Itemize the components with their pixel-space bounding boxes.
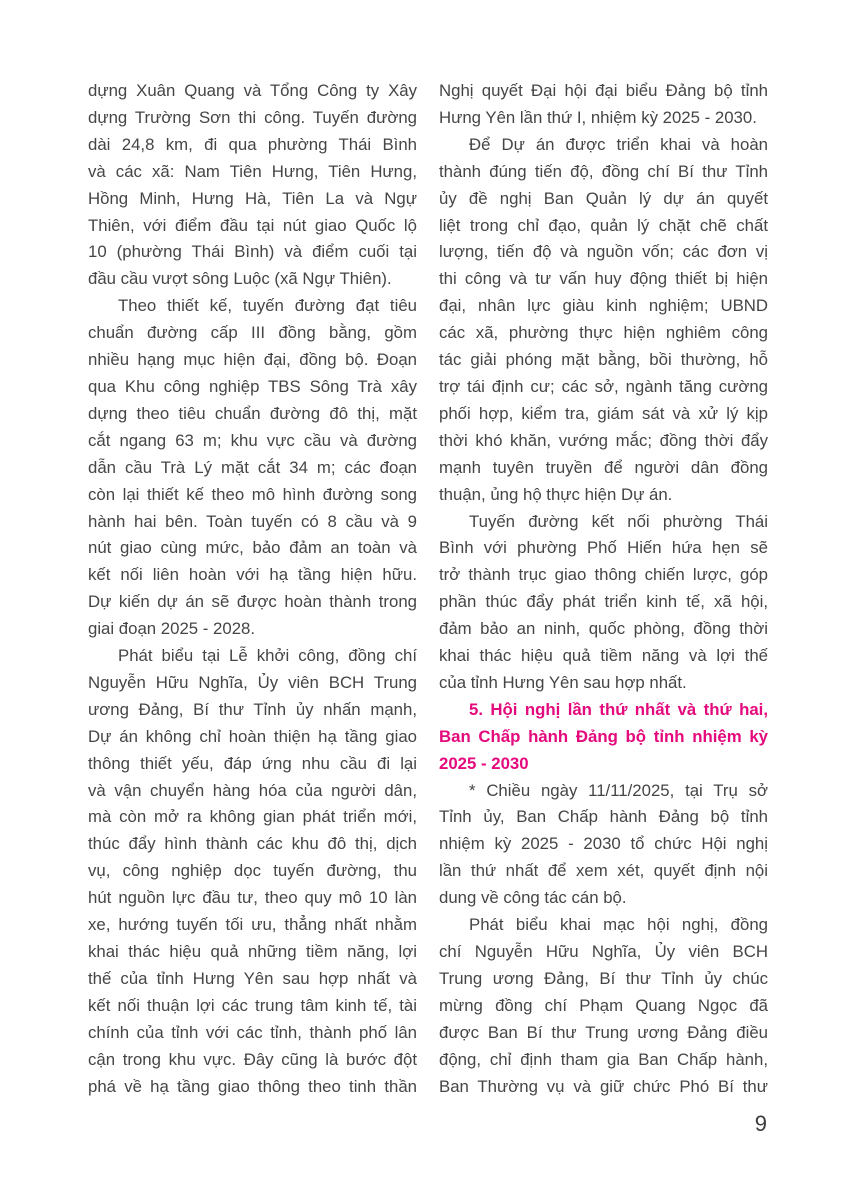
text-line: còn lại thiết kế theo mô hình đường song bbox=[88, 484, 417, 504]
text-line: đầu cầu vượt sông Luộc (xã Ngự Thiên). bbox=[88, 269, 392, 289]
text-line: Bình với phường Phố Hiến hứa hẹn sẽ bbox=[439, 538, 768, 558]
right-column bbox=[439, 78, 768, 1100]
text-line: Hồng Minh, Hưng Hà, Tiên La và Ngự bbox=[88, 188, 417, 208]
text-line: đảm bảo an ninh, quốc phòng, đồng thời bbox=[439, 619, 768, 639]
page-number: 9 bbox=[754, 1111, 767, 1136]
text-line: 2025 - 2030 bbox=[439, 753, 529, 773]
text-line: 5. Hội nghị lần thứ nhất và thứ hai, bbox=[469, 699, 768, 719]
text-line: Ban Thường vụ và giữ chức Phó Bí thư bbox=[439, 1076, 768, 1096]
text-line: dung về công tác cán bộ. bbox=[439, 888, 627, 908]
text-line: động, chỉ định tham gia Ban Chấp hành, bbox=[439, 1049, 768, 1069]
text-line: Ban Chấp hành Đảng bộ tỉnh nhiệm kỳ bbox=[439, 726, 768, 746]
text-line: và vận chuyển hàng hóa của người dân, bbox=[88, 780, 417, 800]
text-line: vụ, công nghiệp dọc tuyến đường, thu bbox=[88, 861, 417, 881]
text-line: dài 24,8 km, đi qua phường Thái Bình bbox=[88, 134, 417, 154]
paragraph bbox=[88, 293, 417, 643]
text-line: thuận, ủng hộ thực hiện Dự án. bbox=[439, 484, 673, 504]
paragraph bbox=[88, 78, 417, 293]
text-line: Phát biểu tại Lễ khởi công, đồng chí bbox=[118, 646, 417, 666]
text-line: và các xã: Nam Tiên Hưng, Tiên Hưng, bbox=[88, 161, 417, 181]
text-line: cận trong khu vực. Đây cũng là bước đột bbox=[88, 1049, 417, 1069]
text-line: dẫn cầu Trà Lý mặt cắt 34 m; các đoạn bbox=[88, 457, 417, 477]
text-line: khai thác hiệu quả những tiềm năng, lợi bbox=[88, 942, 417, 961]
text-line: đại, nhân lực giàu kinh nghiệm; UBND bbox=[439, 296, 768, 316]
text-line: mạnh tuyên truyền để người dân đồng bbox=[439, 457, 768, 477]
text-line: nhiệm kỳ 2025 - 2030 tổ chức Hội nghị bbox=[439, 834, 768, 854]
text-line: chí Nguyễn Hữu Nghĩa, Ủy viên BCH bbox=[439, 942, 768, 961]
text-line: trở thành trục giao thông chiến lược, góp bbox=[439, 565, 768, 585]
text-line: được Ban Bí thư Trung ương Đảng điều bbox=[439, 1022, 768, 1042]
text-line: Hưng Yên lần thứ I, nhiệm kỳ 2025 - 2030. bbox=[439, 107, 757, 127]
text-line: Nguyễn Hữu Nghĩa, Ủy viên BCH Trung bbox=[88, 672, 417, 692]
paragraph bbox=[439, 78, 768, 132]
paragraph bbox=[88, 643, 417, 1100]
text-line: mà còn mở ra không gian phát triển mới, bbox=[88, 807, 417, 827]
text-line: 10 (phường Thái Bình) và điểm cuối tại bbox=[88, 242, 417, 262]
text-line: ương Đảng, Bí thư Tỉnh ủy nhấn mạnh, bbox=[88, 699, 417, 719]
text-line: chuẩn đường cấp III đồng bằng, gồm bbox=[88, 323, 417, 343]
text-line: Tỉnh ủy, Ban Chấp hành Đảng bộ tỉnh bbox=[439, 807, 768, 827]
text-line: ủy đề nghị Ban Quản lý dự án quyết bbox=[439, 188, 768, 208]
text-line: thúc đẩy hình thành các khu đô thị, dịch bbox=[88, 834, 417, 854]
text-line: thi công và tư vấn huy động thiết bị hiện bbox=[439, 269, 768, 289]
left-column bbox=[88, 78, 417, 1100]
text-line: Thiên, với điểm đầu tại nút giao Quốc lộ bbox=[88, 215, 417, 235]
text-line: cắt ngang 63 m; khu vực cầu và đường bbox=[88, 430, 417, 450]
text-line: tác giải phóng mặt bằng, bồi thường, hỗ bbox=[439, 350, 768, 370]
text-line: liệt trong chỉ đạo, quản lý chặt chẽ chất bbox=[439, 215, 768, 235]
text-line: các xã, phường thực hiện nghiêm công bbox=[439, 323, 768, 343]
text-line: dựng theo tiêu chuẩn đường đô thị, mặt bbox=[88, 403, 417, 423]
text-line: phần thúc đẩy phát triển kinh tế, xã hội, bbox=[439, 592, 768, 612]
text-line: nhiều hạng mục hiện đại, đồng bộ. Đoạn bbox=[88, 350, 417, 370]
text-line: thế của tỉnh Hưng Yên sau hợp nhất và bbox=[88, 968, 417, 988]
text-line: Trung ương Đảng, Bí thư Tỉnh ủy chúc bbox=[439, 968, 768, 988]
text-line: qua Khu công nghiệp TBS Sông Trà xây bbox=[88, 376, 417, 396]
text-line: * Chiều ngày 11/11/2025, tại Trụ sở bbox=[469, 780, 768, 800]
text-line: kết nối liên hoàn với hạ tầng hiện hữu. bbox=[88, 565, 417, 585]
text-line: khai thác hiệu quả tiềm năng và lợi thế bbox=[439, 646, 768, 666]
text-line: Phát biểu khai mạc hội nghị, đồng bbox=[469, 915, 768, 935]
text-line: giai đoạn 2025 - 2028. bbox=[88, 619, 256, 639]
text-line: phối hợp, kiểm tra, giám sát và xử lý kịp bbox=[439, 403, 768, 423]
text-line: chính của tỉnh với các tỉnh, thành phố lân bbox=[88, 1022, 417, 1042]
text-line: Để Dự án được triển khai và hoàn bbox=[469, 134, 768, 154]
text-line: thời khó khăn, vướng mắc; đồng thời đẩy bbox=[439, 430, 768, 450]
text-line: hành hai bên. Toàn tuyến có 8 cầu và 9 bbox=[88, 511, 417, 531]
text-line: lượng, tiến độ và nguồn vốn; các đơn vị bbox=[439, 242, 768, 262]
text-line: Dự kiến dự án sẽ được hoàn thành trong bbox=[88, 592, 417, 612]
text-line: hút nguồn lực đầu tư, theo quy mô 10 làn bbox=[88, 888, 417, 908]
text-line: lần thứ nhất để xem xét, quyết định nội bbox=[439, 861, 768, 881]
text-line: Theo thiết kế, tuyến đường đạt tiêu bbox=[118, 296, 417, 316]
paragraph bbox=[439, 912, 768, 1100]
section-heading bbox=[439, 697, 768, 778]
text-line: thành đúng tiến độ, đồng chí Bí thư Tỉnh bbox=[439, 161, 768, 181]
text-line: dựng Xuân Quang và Tổng Công ty Xây bbox=[88, 81, 417, 100]
text-line: dựng Trường Sơn thi công. Tuyến đường bbox=[88, 107, 417, 127]
text-line: Dự án không chỉ hoàn thiện hạ tầng giao bbox=[88, 726, 417, 746]
text-line: nút giao cùng mức, bảo đảm an toàn và bbox=[88, 538, 417, 558]
text-line: trợ tái định cư; các sở, ngành tăng cường bbox=[439, 376, 768, 396]
text-line: của tỉnh Hưng Yên sau hợp nhất. bbox=[439, 672, 687, 692]
text-line: xe, hướng tuyến tối ưu, thẳng nhất nhằm bbox=[88, 915, 417, 935]
text-line: kết nối thuận lợi các trung tâm kinh tế, tài bbox=[88, 995, 417, 1015]
text-columns bbox=[88, 78, 768, 1100]
text-line: phá về hạ tầng giao thông theo tinh thần bbox=[88, 1076, 417, 1096]
paragraph bbox=[439, 132, 768, 509]
text-line: thông thiết yếu, đáp ứng nhu cầu đi lại bbox=[88, 753, 417, 773]
text-line: mừng đồng chí Phạm Quang Ngọc đã bbox=[439, 995, 768, 1015]
text-line: Tuyến đường kết nối phường Thái bbox=[469, 511, 768, 531]
paragraph bbox=[439, 509, 768, 697]
text-line: Nghị quyết Đại hội đại biểu Đảng bộ tỉnh bbox=[439, 81, 768, 100]
paragraph bbox=[439, 778, 768, 913]
